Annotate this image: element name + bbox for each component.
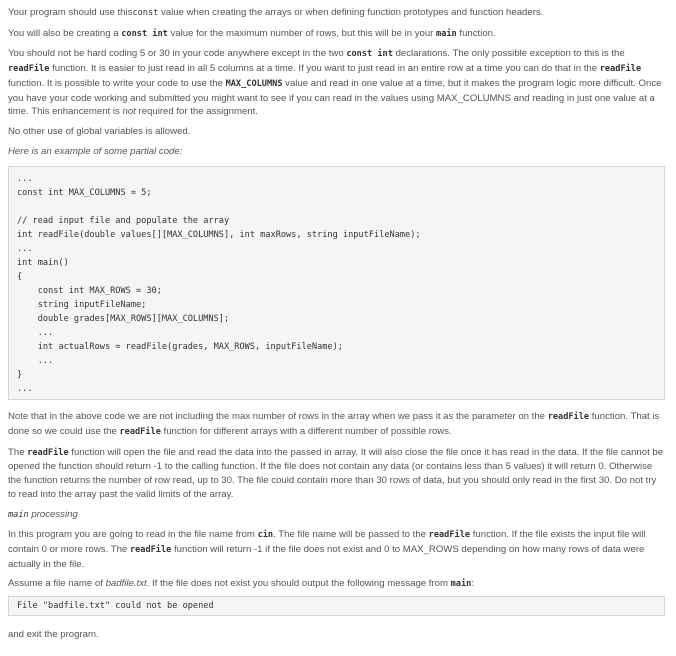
emphasis: badfile.txt: [105, 578, 147, 590]
text: function will open the file and read the data into the passed in array. It will also close the file once it has read in the data. If the file cannot be opened the function should return -1 to the calling function. If the file does not contain any data (or contains less than 5 values) it will return 0. Otherwise the function returns the number of row read, up to 30. The file could contain more than 30 rows of data, but you should only read in the first 30. Do not try to read into the array past the valid limits of the array.: [8, 446, 664, 500]
text: function. It is possible to write your code to use the: [8, 77, 226, 89]
text: value when creating the arrays or when defining function prototypes and function headers.: [158, 7, 544, 18]
code-line: {: [17, 272, 23, 283]
text: value for the maximum number of rows, but this will be in your: [167, 27, 437, 39]
text: Your program should use this: [8, 7, 133, 18]
text: :: [471, 578, 475, 590]
code-example-block: [8, 166, 665, 400]
text: function for different arrays with a different number of possible rows.: [160, 426, 452, 438]
text: . The file name will be passed to the: [273, 529, 429, 541]
paragraph-readfile-behavior: [8, 446, 666, 502]
inline-code: const: [132, 8, 159, 18]
text: function. If the file exists the input file will contain 0 or more rows. The: [8, 529, 646, 555]
code-line: [17, 200, 656, 214]
text: function. That is done so we could use the: [8, 411, 660, 438]
inline-code: const int: [346, 49, 393, 60]
code-line: int readFile(double values[][MAX_COLUMNS], int maxRows, string inputFileName);: [17, 230, 421, 241]
text: Note that in the above code we are not including the max number of rows in the array when we pass it as the parameter on the: [8, 411, 548, 423]
text: required for the assignment.: [135, 106, 258, 118]
text: You will also be creating a: [8, 27, 122, 39]
text: In this program you are going to read in the file name from: [8, 529, 258, 541]
code-line: const int MAX_COLUMNS = 5;: [17, 188, 152, 199]
inline-code: main: [436, 28, 457, 39]
inline-code: readFile: [428, 530, 471, 541]
text: . If the file does not exist you should output the following message from: [146, 578, 451, 590]
inline-code: main: [8, 509, 29, 520]
inline-code: const int: [121, 28, 168, 39]
text: You should not be hard coding 5 or 30 in your code anywhere except in the two: [8, 48, 347, 60]
text: function. It is easier to just read in all 5 columns at a time. If you want to just read in an entire row at a time you can do that in the: [49, 63, 600, 75]
inline-code: readFile: [27, 447, 69, 458]
text: declarations. The only possible exception to this is the: [392, 48, 625, 60]
error-message-block: File "badfile.txt" could not be opened: [8, 596, 665, 616]
section-heading-main-processing: [8, 508, 666, 523]
code-line: const int MAX_ROWS = 30;: [17, 286, 162, 297]
code-line: ...: [17, 174, 33, 185]
code-line: ...: [17, 328, 54, 339]
paragraph-exit: and exit the program.: [8, 629, 99, 641]
code-line: int actualRows = readFile(grades, MAX_ROWS, inputFileName);: [17, 342, 343, 353]
code-line: double grades[MAX_ROWS][MAX_COLUMNS];: [17, 314, 230, 325]
paragraph-max-rows: [8, 27, 666, 42]
paragraph-globals: No other use of global variables is allowed.: [8, 125, 191, 137]
code-line: string inputFileName;: [17, 300, 147, 311]
paragraph-note-rows: [8, 410, 666, 439]
inline-code: readFile: [119, 427, 161, 438]
code-line: ...: [17, 384, 33, 395]
code-line: int main(): [17, 258, 69, 269]
code-line: ...: [17, 356, 54, 367]
text: function will return -1 if the file does not exist and 0 to MAX_ROWS depending on how many rows of data were actually in the file.: [8, 543, 645, 570]
text: Assume a file name of: [8, 578, 106, 590]
emphasis: not: [122, 106, 136, 118]
code-line: ...: [17, 244, 33, 255]
paragraph-main-processing: [8, 528, 666, 571]
inline-code: readFile: [547, 412, 590, 423]
paragraph-hard-coding: [8, 47, 666, 119]
text: processing: [28, 508, 78, 520]
inline-code: readFile: [8, 64, 50, 75]
paragraph-bad-file: [8, 577, 666, 592]
inline-code: readFile: [599, 64, 642, 75]
inline-code: MAX_COLUMNS: [225, 78, 283, 89]
inline-code: main: [450, 579, 472, 590]
paragraph-example-intro: Here is an example of some partial code:: [8, 145, 183, 157]
text: value and read in one value at a time, but it makes the program logic more difficult. Once you have your code working and submitted you might want to see if you can read in the values using MAX_COLUMNS and reading in just one value at a time. This enhancement is: [8, 77, 662, 118]
text: function.: [456, 27, 496, 39]
inline-code: readFile: [129, 544, 172, 555]
text: The: [8, 446, 28, 458]
inline-code: cin: [257, 530, 274, 541]
code-line: }: [17, 370, 23, 381]
code-line: // read input file and populate the array: [17, 216, 230, 227]
paragraph-const-usage: [8, 6, 666, 21]
